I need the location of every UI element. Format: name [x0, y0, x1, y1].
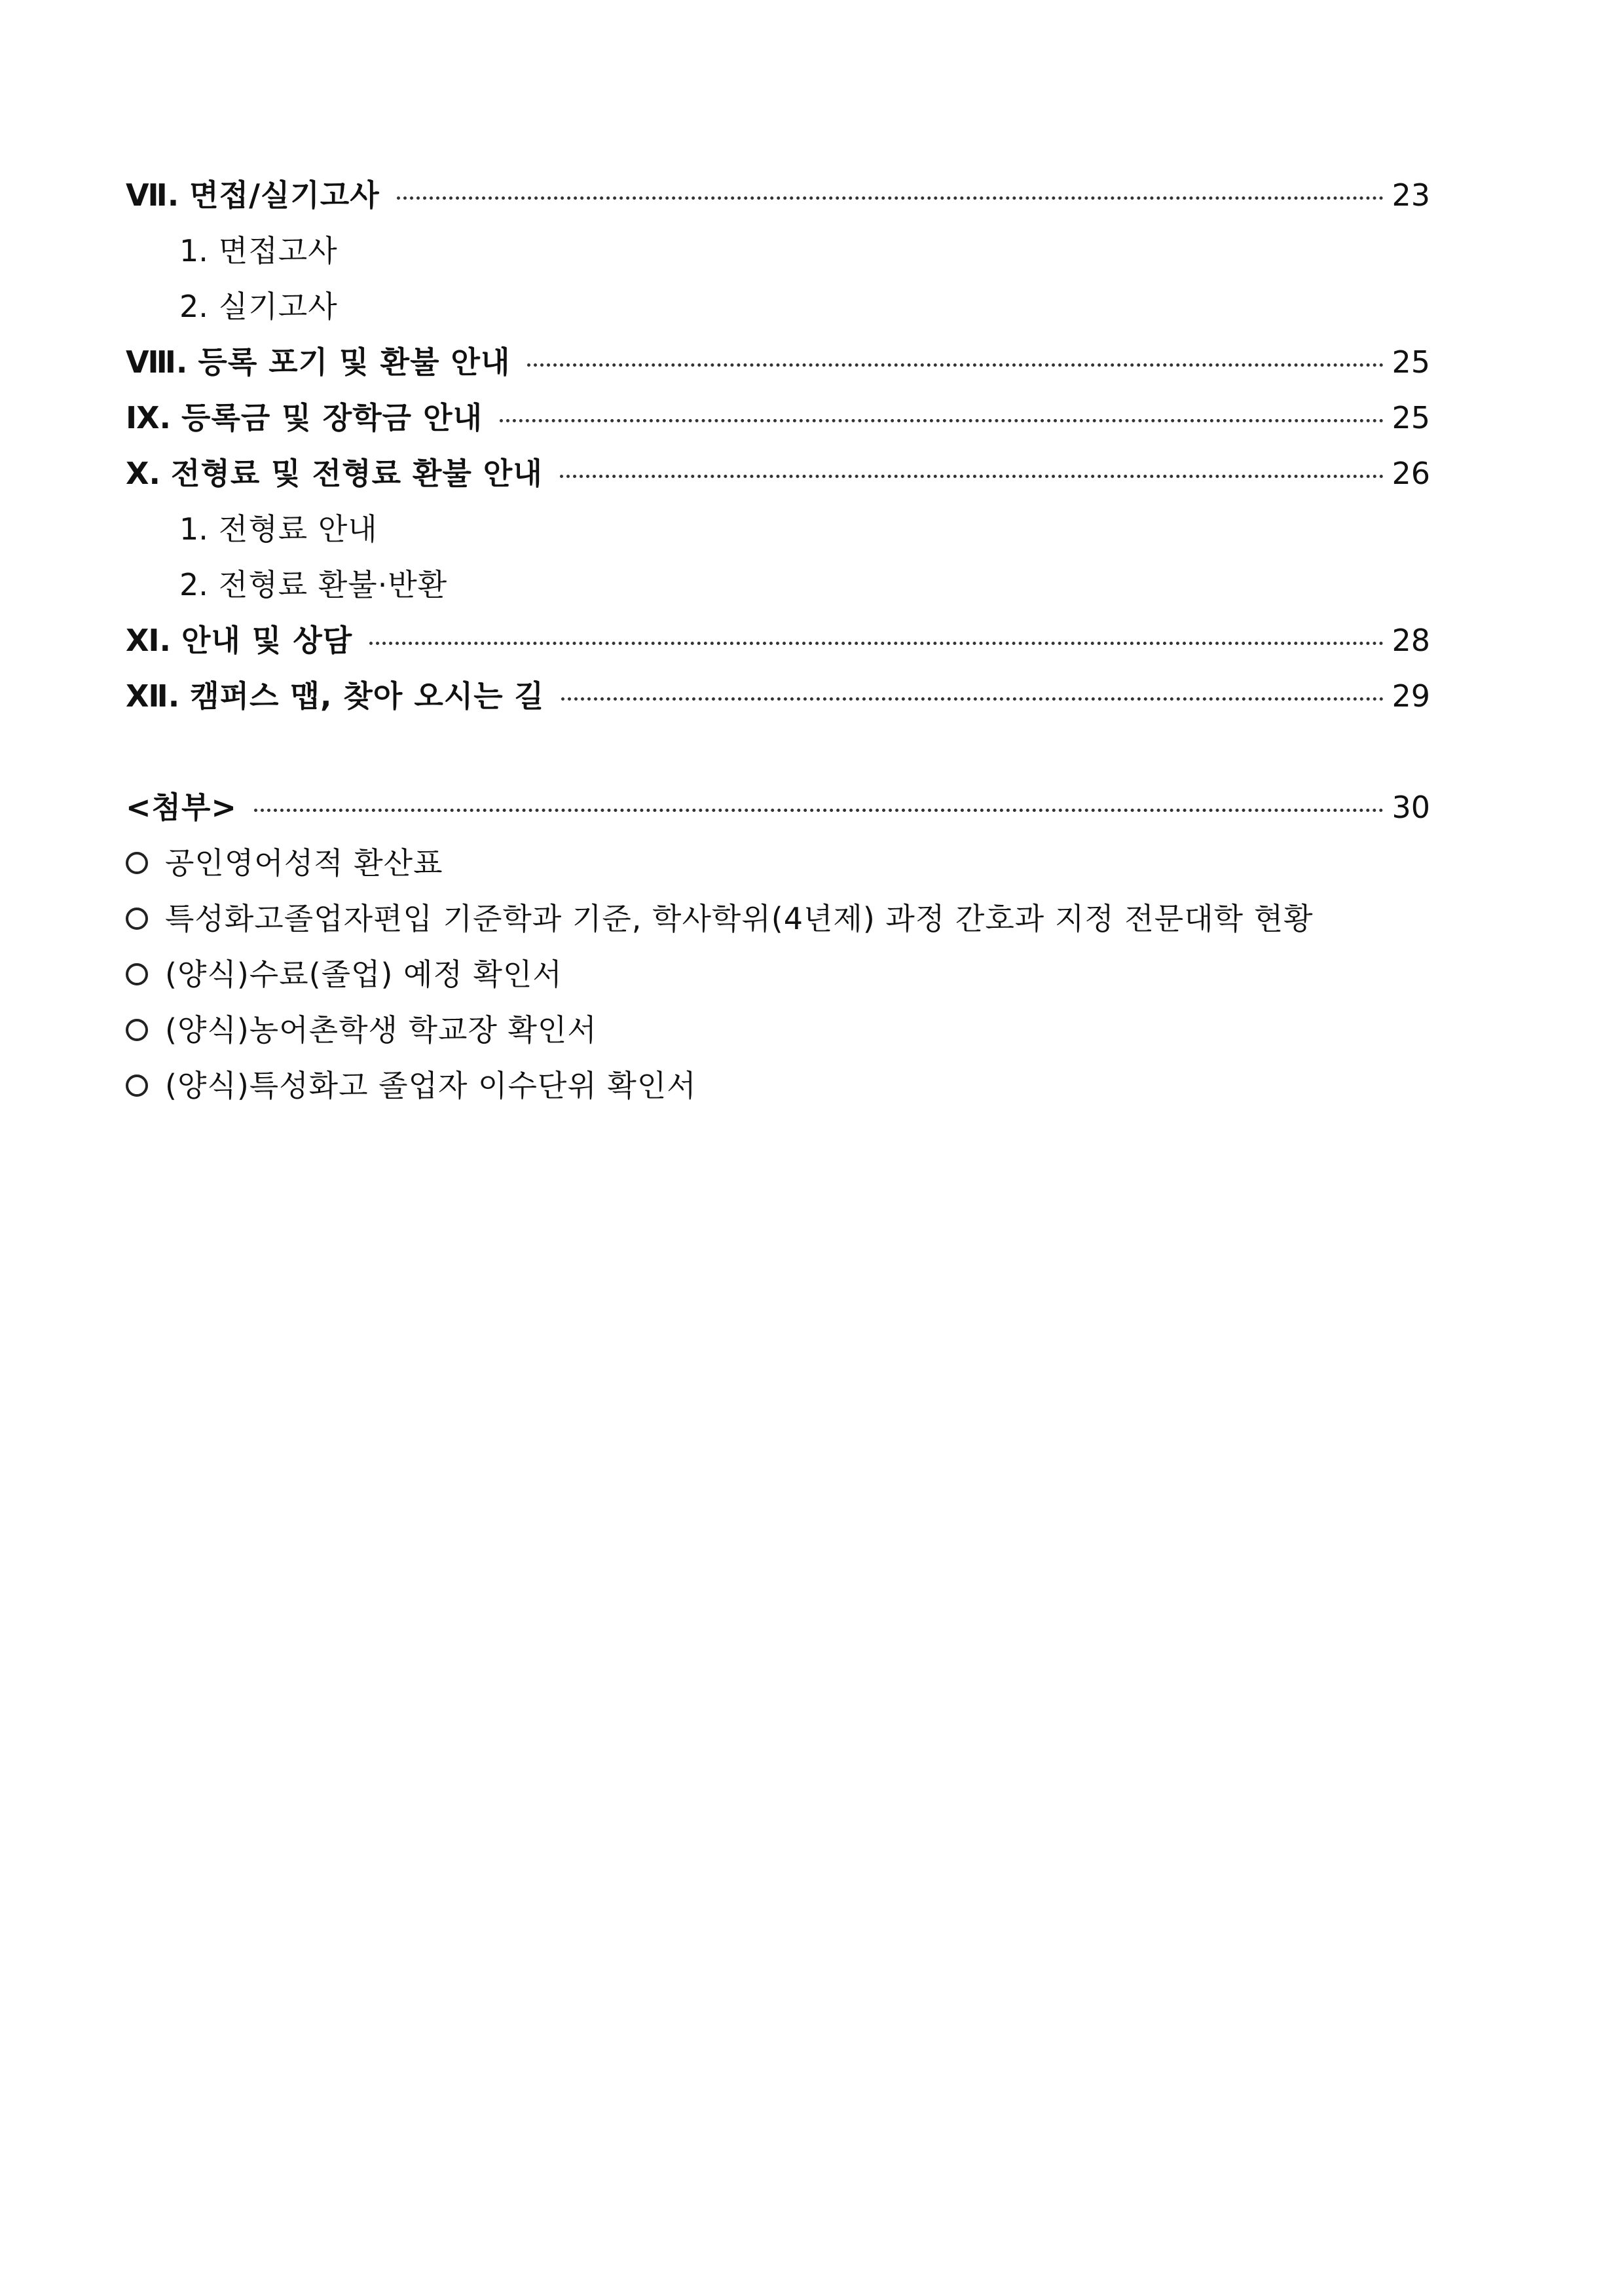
- toc-entry-title: 전형료 및 전형료 환불 안내: [170, 456, 543, 491]
- toc-entry-page: 26: [1392, 456, 1430, 491]
- attachment-item-label: 공인영어성적 환산표: [165, 845, 443, 881]
- toc-entry-title: 면접/실기고사: [189, 177, 380, 213]
- toc-entry-title: 등록 포기 및 환불 안내: [198, 344, 511, 380]
- toc-subentry-x-2: [126, 559, 1430, 611]
- attachment-item: [126, 837, 1430, 889]
- circle-bullet-icon: [126, 1019, 148, 1041]
- toc-subentry-number: 2.: [179, 289, 208, 324]
- dot-leader: [561, 697, 1384, 701]
- dot-leader: [397, 196, 1384, 200]
- dot-leader: [560, 475, 1384, 478]
- toc-entry-title: 캠퍼스 맵, 찾아 오시는 길: [190, 678, 545, 714]
- toc-entry-vii: [126, 169, 1430, 221]
- toc-entry-viii: [126, 336, 1430, 388]
- toc-subentry-number: 2.: [179, 567, 208, 602]
- circle-bullet-icon: [126, 963, 148, 985]
- toc-entry-number: Ⅶ.: [126, 177, 179, 213]
- attachments-page: 30: [1392, 790, 1430, 825]
- toc-entry-number: Ⅻ.: [126, 678, 180, 714]
- toc-entry-number: Ⅷ.: [126, 344, 188, 380]
- toc-entry-title: 안내 및 상담: [181, 623, 353, 658]
- toc-subentry-number: 1.: [179, 233, 208, 268]
- toc-entry-ix: [126, 392, 1430, 444]
- toc-entry-x: [126, 447, 1430, 500]
- toc-entry-page: 23: [1392, 177, 1430, 213]
- dot-leader: [369, 642, 1384, 645]
- toc-subentry-title: 면접고사: [218, 233, 338, 268]
- attachment-item: [126, 1059, 1430, 1112]
- toc-entry-page: 29: [1392, 678, 1430, 714]
- attachments-header-row: [126, 781, 1430, 834]
- circle-bullet-icon: [126, 908, 148, 930]
- toc-entry-number: Ⅺ.: [126, 623, 171, 658]
- circle-bullet-icon: [126, 1074, 148, 1097]
- dot-leader: [500, 419, 1384, 422]
- toc-subentry-title: 실기고사: [218, 289, 338, 324]
- toc-entry-page: 28: [1392, 623, 1430, 658]
- dot-leader: [254, 809, 1384, 812]
- attachment-item-label: 특성화고졸업자편입 기준학과 기준, 학사학위(4년제) 과정 간호과 지정 전문대학 현황: [165, 901, 1314, 936]
- toc-entry-title: 등록금 및 장학금 안내: [181, 400, 483, 435]
- attachment-item: [126, 1004, 1430, 1056]
- toc-subentry-number: 1.: [179, 511, 208, 547]
- toc-subentry-vii-2: [126, 280, 1430, 333]
- toc-entry-page: 25: [1392, 344, 1430, 380]
- attachment-item-label: (양식)농어촌학생 학교장 확인서: [165, 1012, 597, 1048]
- toc-subentry-x-1: [126, 503, 1430, 555]
- circle-bullet-icon: [126, 852, 148, 874]
- toc-subentry-vii-1: [126, 225, 1430, 277]
- toc-subentry-title: 전형료 환불·반환: [218, 567, 448, 602]
- toc-subentry-title: 전형료 안내: [218, 511, 378, 547]
- dot-leader: [527, 363, 1384, 367]
- toc-entry-number: Ⅸ.: [126, 400, 172, 435]
- attachment-item: [126, 948, 1430, 1001]
- attachment-item-label: (양식)특성화고 졸업자 이수단위 확인서: [165, 1068, 697, 1103]
- attachments-header: <첨부>: [126, 790, 237, 825]
- toc-entry-number: Ⅹ.: [126, 456, 160, 491]
- toc-entry-page: 25: [1392, 400, 1430, 435]
- toc-entry-xi: [126, 614, 1430, 667]
- toc-entry-xii: [126, 670, 1430, 722]
- attachment-item: [126, 892, 1430, 945]
- attachment-item-label: (양식)수료(졸업) 예정 확인서: [165, 957, 563, 992]
